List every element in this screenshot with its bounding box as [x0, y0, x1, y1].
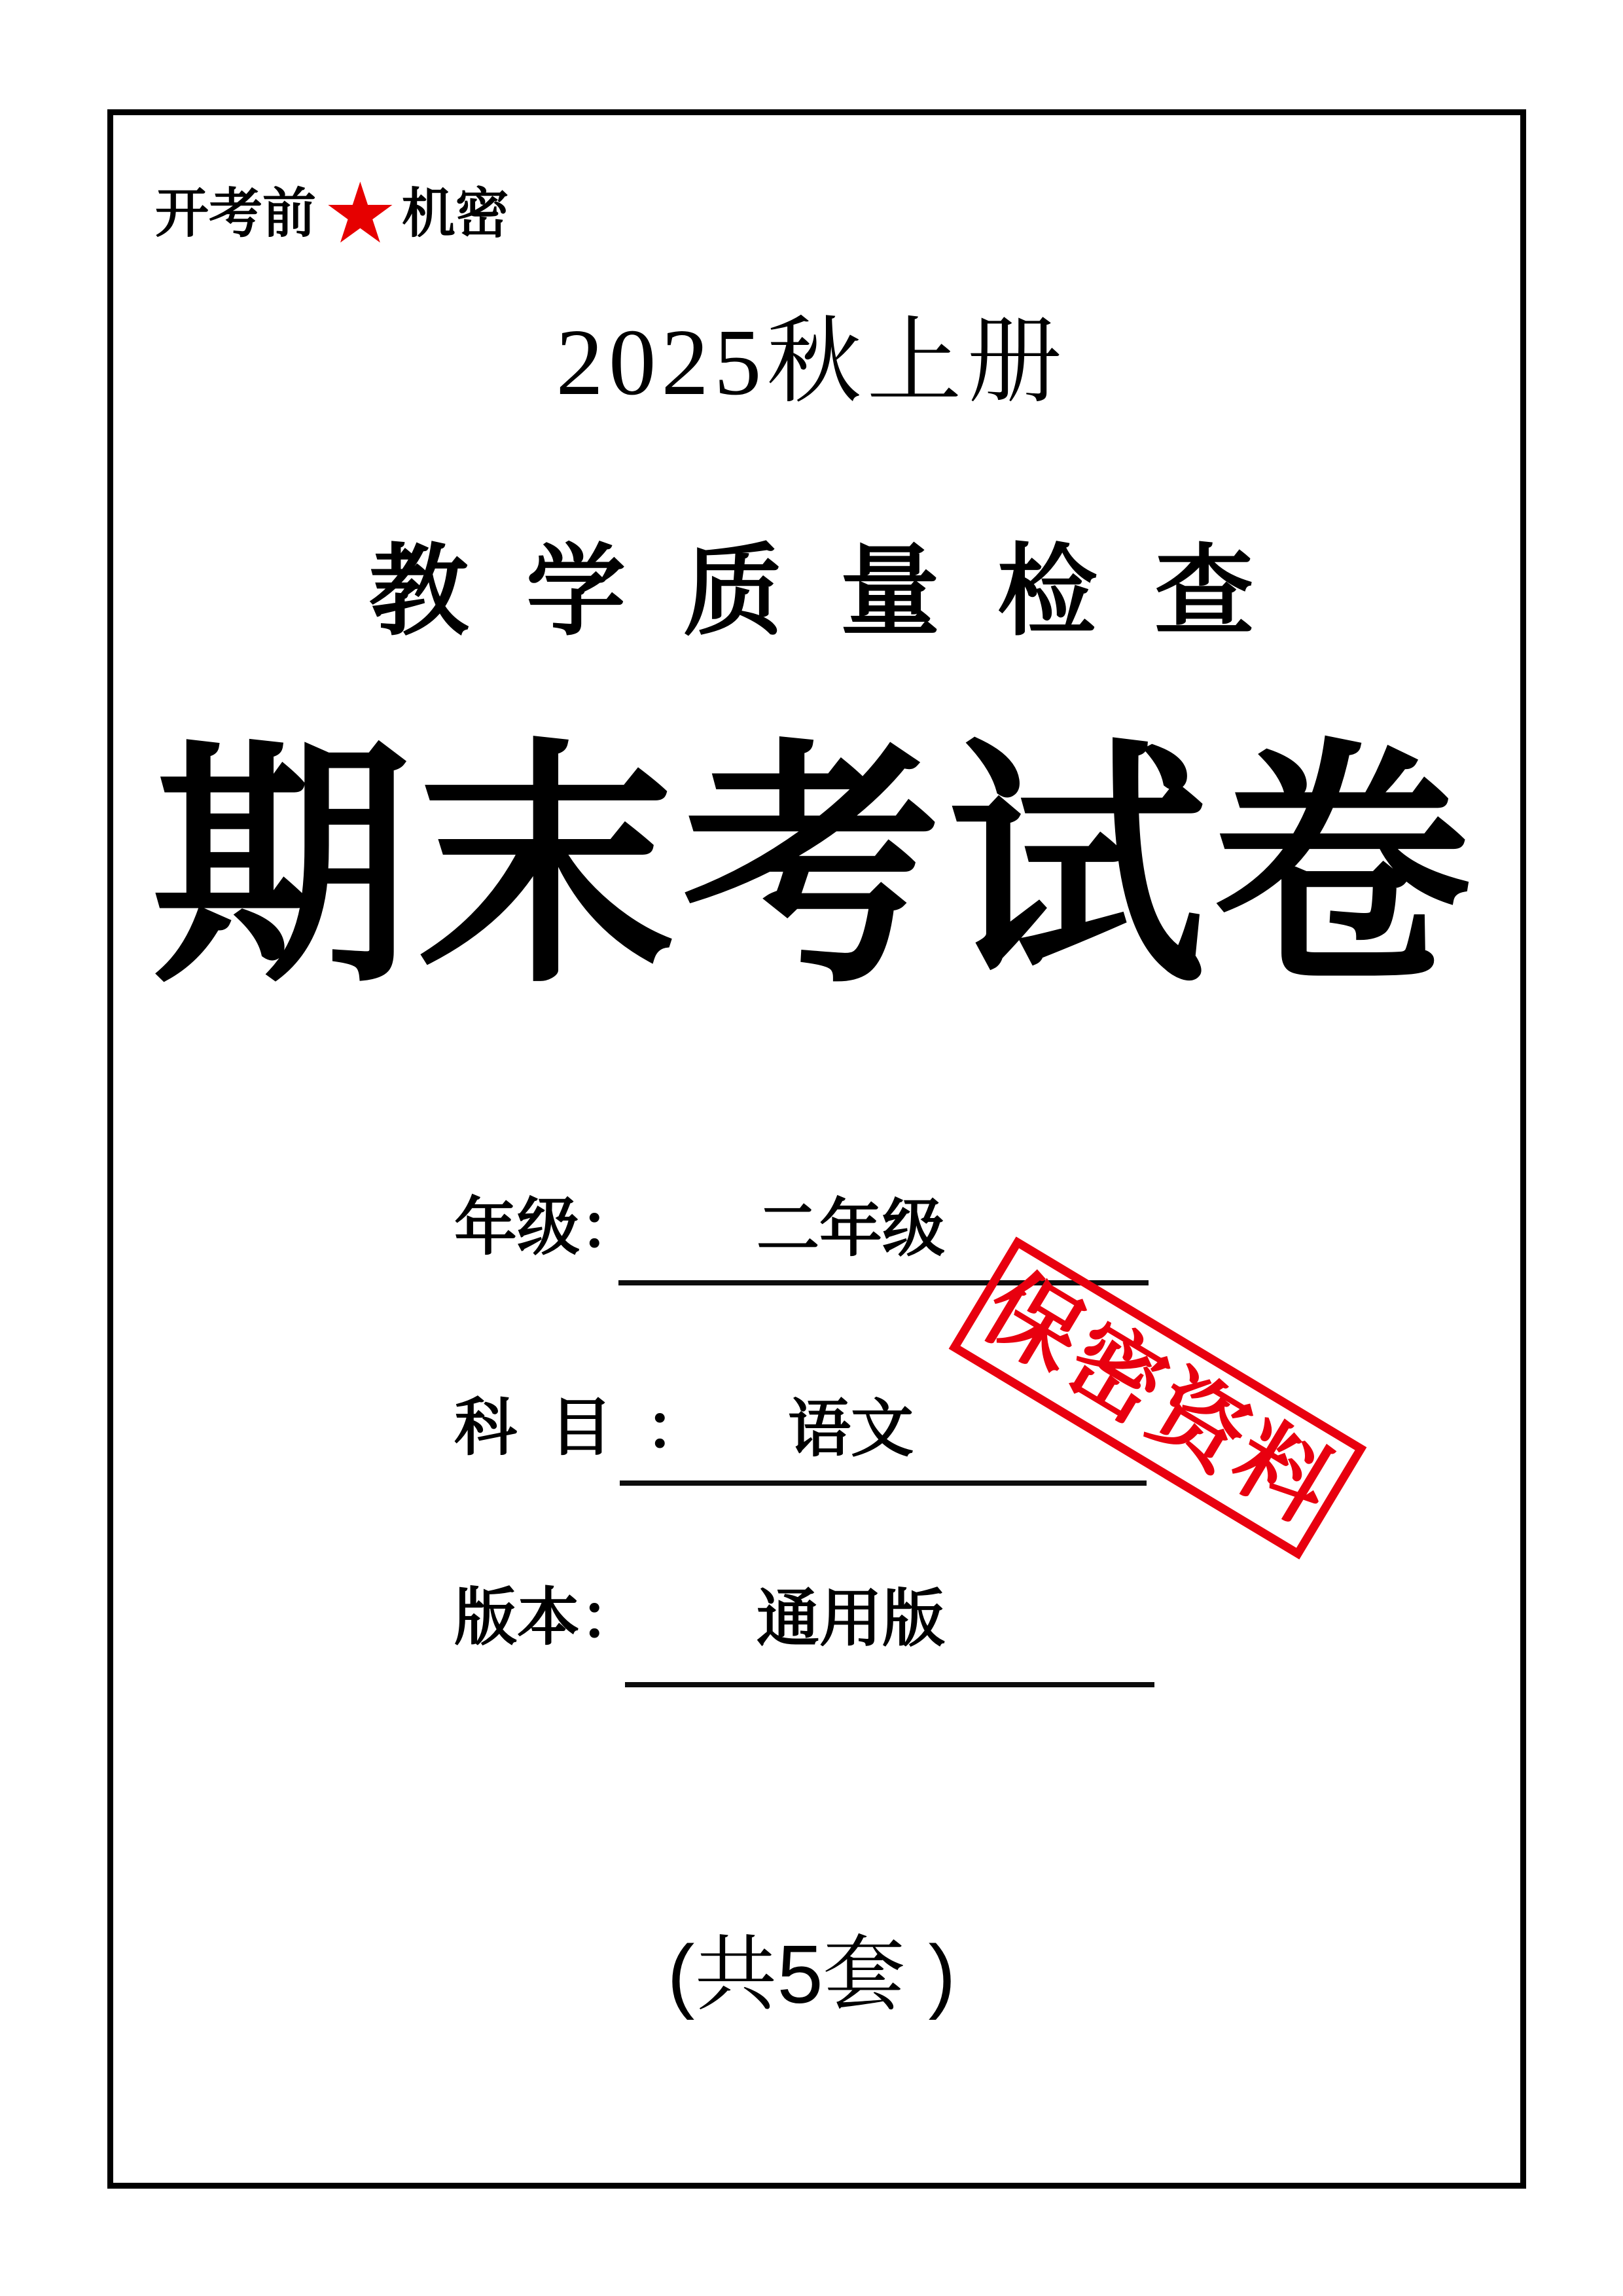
main-title: 期末考试卷	[152, 723, 1478, 1012]
red-star-icon: ★	[323, 165, 398, 262]
term-line: 2025秋上册	[556, 310, 1067, 415]
subtitle: 教学质量检查	[369, 537, 1311, 647]
security-text-before: 开考前	[155, 184, 317, 243]
page-border-frame	[107, 109, 1526, 2189]
security-classification	[155, 165, 509, 263]
confidential-stamp-text: 保密资料	[967, 1255, 1352, 1543]
form-underline-subject	[620, 1480, 1147, 1486]
form-underline-edition	[625, 1682, 1154, 1687]
security-text-after: 机密	[401, 184, 509, 243]
form-value-grade: 二年级	[757, 1194, 945, 1264]
form-label-edition: 版本：	[454, 1583, 643, 1653]
form-value-subject: 语文	[788, 1394, 914, 1464]
form-label-grade: 年级：	[454, 1193, 643, 1263]
form-label-subject: 科目：	[454, 1393, 741, 1463]
form-value-edition: 通用版	[757, 1584, 945, 1654]
set-count-note: (共5套 )	[667, 1928, 956, 2020]
